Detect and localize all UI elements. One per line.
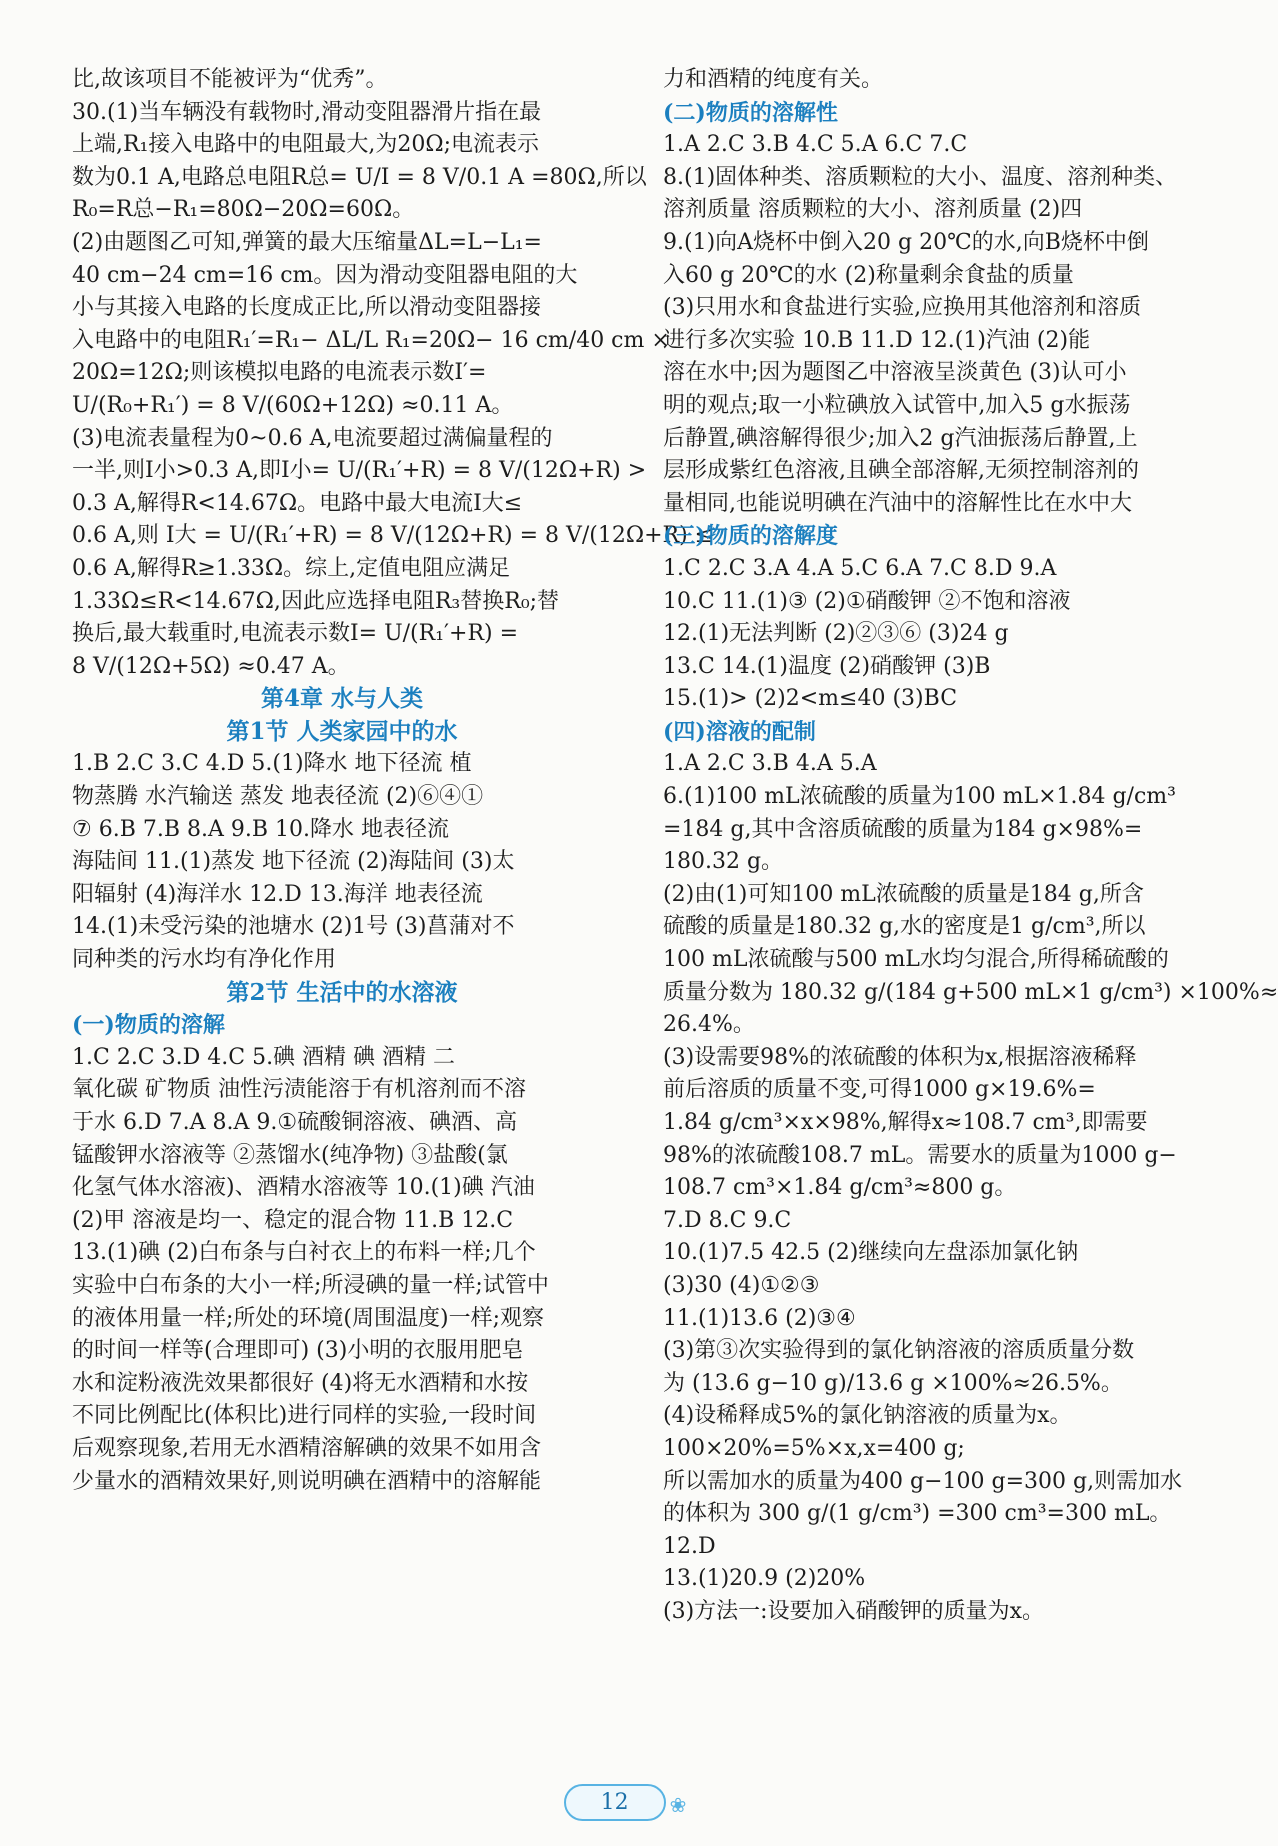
text-line: 0.3 A,解得R<14.67Ω。电路中最大电流I大≤ [72, 490, 523, 516]
text-line: 15.(1)> (2)2<m≤40 (3)BC [663, 686, 958, 712]
text-line: 入60 g 20℃的水 (2)称量剩余食盐的质量 [663, 262, 1074, 288]
text-line: 11.(1)13.6 (2)③④ [663, 1305, 856, 1331]
text-line: 的体积为 300 g/(1 g/cm³) =300 cm³=300 mL。 [663, 1501, 1172, 1527]
text-line: 100×20%=5%×x,x=400 g; [663, 1435, 965, 1461]
page-number: 12 [564, 1784, 666, 1821]
text-line: 小与其接入电路的长度成正比,所以滑动变阻器接 [72, 295, 541, 321]
text-line: 入电路中的电阻R₁′=R₁− ΔL/L R₁=20Ω− 16 cm/40 cm × [72, 327, 670, 353]
text-line: 不同比例配比(体积比)进行同样的实验,一段时间 [72, 1403, 537, 1429]
leaf-decoration-icon: ❀ [669, 1792, 687, 1817]
text-line: 锰酸钾水溶液等 ②蒸馏水(纯净物) ③盐酸(氯 [72, 1142, 508, 1168]
text-line: (3)电流表量程为0~0.6 A,电流要超过满偏量程的 [72, 425, 553, 451]
text-line: 一半,则I小>0.3 A,即I小= U/(R₁′+R) = 8 V/(12Ω+R) > [72, 458, 647, 484]
text-line: 1.A 2.C 3.B 4.A 5.A [663, 751, 877, 777]
chapter-heading: 第2节 生活中的水溶液 [226, 978, 458, 1006]
text-line: 1.B 2.C 3.C 4.D 5.(1)降水 地下径流 植 [72, 751, 472, 777]
text-line: 所以需加水的质量为400 g−100 g=300 g,则需加水 [663, 1468, 1183, 1494]
text-line: (2)由(1)可知100 mL浓硫酸的质量是184 g,所含 [663, 881, 1144, 907]
text-line: 180.32 g。 [663, 849, 784, 875]
text-line: 溶剂质量 溶质颗粒的大小、溶剂质量 (2)四 [663, 197, 1083, 223]
text-line: 前后溶质的质量不变,可得1000 g×19.6%= [663, 1077, 1096, 1103]
text-line: 为 (13.6 g−10 g)/13.6 g ×100%≈26.5%。 [663, 1370, 1123, 1396]
text-line: 7.D 8.C 9.C [663, 1207, 792, 1233]
text-line: 10.(1)7.5 42.5 (2)继续向左盘添加氯化钠 [663, 1240, 1079, 1266]
text-line: (4)设稀释成5%的氯化钠溶液的质量为x。 [663, 1403, 1072, 1429]
text-line: 8.(1)固体种类、溶质颗粒的大小、温度、溶剂种类、 [663, 164, 1178, 190]
text-line: 0.6 A,解得R≥1.33Ω。综上,定值电阻应满足 [72, 555, 511, 581]
text-line: 同种类的污水均有净化作用 [72, 947, 337, 973]
text-line: 的液体用量一样;所处的环境(周围温度)一样;观察 [72, 1305, 544, 1331]
text-line: 明的观点;取一小粒碘放入试管中,加入5 g水振荡 [663, 392, 1131, 418]
text-line: 比,故该项目不能被评为“优秀”。 [72, 67, 388, 92]
text-line: 换后,最大载重时,电流表示数I= U/(R₁′+R) = [72, 621, 519, 647]
text-line: ⑦ 6.B 7.B 8.A 9.B 10.降水 地表径流 [72, 816, 450, 842]
text-line: (2)由题图乙可知,弹簧的最大压缩量ΔL=L−L₁= [72, 229, 542, 255]
text-line: 数为0.1 A,电路总电阻R总= U/I = 8 V/0.1 A =80Ω,所以 [72, 164, 647, 190]
text-line: 层形成紫红色溶液,且碘全部溶解,无须控制溶剂的 [663, 458, 1139, 484]
text-line: 14.(1)未受污染的池塘水 (2)1号 (3)菖蒲对不 [72, 914, 515, 940]
text-line: 26.4%。 [663, 1012, 755, 1038]
text-line: (3)只用水和食盐进行实验,应换用其他溶剂和溶质 [663, 295, 1142, 321]
text-line: 上端,R₁接入电路中的电阻最大,为20Ω;电流表示 [72, 132, 540, 158]
text-line: U/(R₀+R₁′) = 8 V/(60Ω+12Ω) ≈0.11 A。 [72, 392, 514, 418]
text-line: 13.C 14.(1)温度 (2)硝酸钾 (3)B [663, 653, 991, 679]
section-heading: (四)溶液的配制 [663, 718, 816, 745]
text-line: (3)第③次实验得到的氯化钠溶液的溶质质量分数 [663, 1338, 1135, 1364]
text-line: (2)甲 溶液是均一、稳定的混合物 11.B 12.C [72, 1207, 514, 1233]
text-line: 溶在水中;因为题图乙中溶液呈淡黄色 (3)认可小 [663, 360, 1127, 386]
text-line: 量相同,也能说明碘在汽油中的溶解性比在水中大 [663, 490, 1132, 516]
text-line: R₀=R总−R₁=80Ω−20Ω=60Ω。 [72, 197, 415, 223]
text-line: (3)设需要98%的浓硫酸的体积为x,根据溶液稀释 [663, 1044, 1137, 1070]
left-column [72, 64, 714, 1498]
text-line: 20Ω=12Ω;则该模拟电路的电流表示数I′= [72, 360, 487, 386]
text-line: 阳辐射 (4)海洋水 12.D 13.海洋 地表径流 [72, 881, 483, 907]
text-line: 物蒸腾 水汽输送 蒸发 地表径流 (2)⑥④① [72, 784, 484, 810]
section-heading: (二)物质的溶解性 [663, 99, 838, 126]
text-line: 于水 6.D 7.A 8.A 9.①硫酸铜溶液、碘酒、高 [72, 1110, 518, 1135]
text-line: 的时间一样等(合理即可) (3)小明的衣服用肥皂 [72, 1338, 524, 1364]
text-line: (3)方法一:设要加入硝酸钾的质量为x。 [663, 1598, 1044, 1624]
text-line: 海陆间 11.(1)蒸发 地下径流 (2)海陆间 (3)太 [72, 849, 515, 875]
text-line: 100 mL浓硫酸与500 mL水均匀混合,所得稀硫酸的 [663, 947, 1169, 973]
text-line: 水和淀粉液洗效果都很好 (4)将无水酒精和水按 [72, 1370, 529, 1396]
text-line: (3)30 (4)①②③ [663, 1272, 820, 1298]
section-heading: (一)物质的溶解 [72, 1012, 225, 1039]
text-line: 12.(1)无法判断 (2)②③⑥ (3)24 g [663, 621, 1009, 647]
text-line: 质量分数为 180.32 g/(184 g+500 mL×1 g/cm³) ×100%≈ [663, 979, 1278, 1005]
right-column [663, 64, 1278, 1629]
text-line: 1.33Ω≤R<14.67Ω,因此应选择电阻R₃替换R₀;替 [72, 588, 560, 614]
text-line: 108.7 cm³×1.84 g/cm³≈800 g。 [663, 1175, 1017, 1201]
text-line: 1.A 2.C 3.B 4.C 5.A 6.C 7.C [663, 132, 968, 158]
text-line: 1.C 2.C 3.A 4.A 5.C 6.A 7.C 8.D 9.A [663, 555, 1057, 581]
text-line: 进行多次实验 10.B 11.D 12.(1)汽油 (2)能 [663, 327, 1091, 353]
text-line: 13.(1)碘 (2)白布条与白衬衣上的布料一样;几个 [72, 1240, 536, 1266]
text-line: 后静置,碘溶解得很少;加入2 g汽油振荡后静置,上 [663, 425, 1138, 451]
section-heading: (三)物质的溶解度 [663, 523, 838, 550]
text-line: 6.(1)100 mL浓硫酸的质量为100 mL×1.84 g/cm³ [663, 784, 1176, 810]
chapter-heading: 第4章 水与人类 [260, 685, 423, 713]
text-line: 40 cm−24 cm=16 cm。因为滑动变阻器电阻的大 [72, 262, 578, 288]
text-line: 力和酒精的纯度有关。 [663, 67, 884, 92]
text-line: 少量水的酒精效果好,则说明碘在酒精中的溶解能 [72, 1468, 541, 1494]
text-line: =184 g,其中含溶质硫酸的质量为184 g×98%= [663, 816, 1143, 842]
text-line: 10.C 11.(1)③ (2)①硝酸钾 ②不饱和溶液 [663, 588, 1071, 614]
page-footer [0, 1784, 1250, 1821]
text-line: 化氢气体水溶液)、酒精水溶液等 10.(1)碘 汽油 [72, 1175, 535, 1201]
text-line: 1.C 2.C 3.D 4.C 5.碘 酒精 碘 酒精 二 [72, 1044, 456, 1070]
text-line: 实验中白布条的大小一样;所浸碘的量一样;试管中 [72, 1272, 549, 1298]
text-line: 13.(1)20.9 (2)20% [663, 1566, 866, 1592]
text-line: 30.(1)当车辆没有载物时,滑动变阻器滑片指在最 [72, 99, 542, 125]
text-line: 后观察现象,若用无水酒精溶解碘的效果不如用含 [72, 1435, 541, 1461]
text-line: 8 V/(12Ω+5Ω) ≈0.47 A。 [72, 653, 350, 679]
chapter-heading: 第1节 人类家园中的水 [226, 717, 458, 745]
text-line: 0.6 A,则 I大 = U/(R₁′+R) = 8 V/(12Ω+R) = 8 V/(12Ω+R) ≤ [72, 523, 714, 549]
text-line: 1.84 g/cm³×x×98%,解得x≈108.7 cm³,即需要 [663, 1110, 1148, 1135]
text-line: 98%的浓硫酸108.7 mL。需要水的质量为1000 g− [663, 1142, 1177, 1168]
text-line: 12.D [663, 1533, 716, 1559]
text-line: 氧化碳 矿物质 油性污渍能溶于有机溶剂而不溶 [72, 1077, 526, 1103]
text-line: 9.(1)向A烧杯中倒入20 g 20℃的水,向B烧杯中倒 [663, 229, 1149, 255]
text-line: 硫酸的质量是180.32 g,水的密度是1 g/cm³,所以 [663, 914, 1146, 940]
